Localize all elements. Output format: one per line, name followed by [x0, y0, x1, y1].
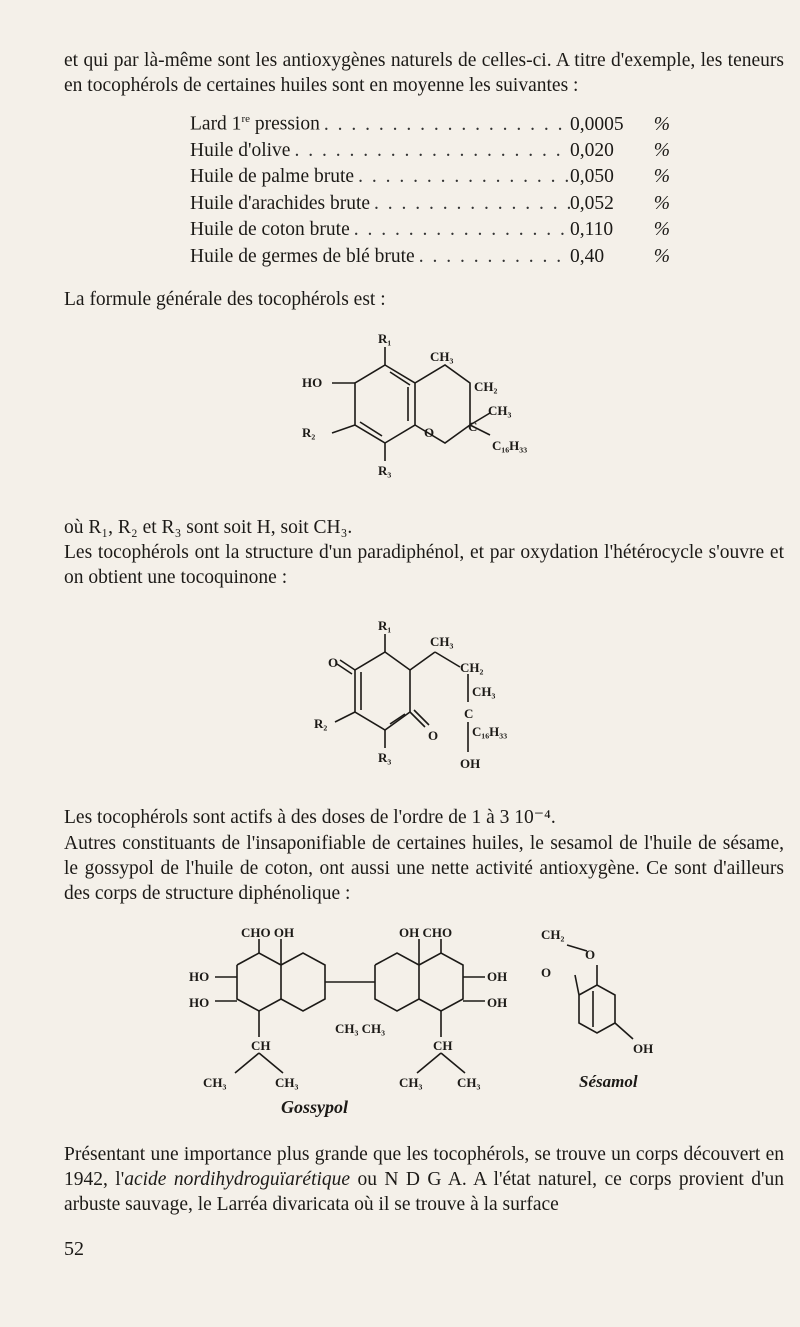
ch3-c: CH₃ [399, 1075, 423, 1090]
oil-name [190, 193, 370, 215]
dose-sentence: Les tocophérols sont actifs à des doses de l'ordre de 1 à 3 10⁻⁴. [64, 807, 556, 828]
content-value: 0,020 [570, 139, 614, 161]
page-number: 52 [64, 1238, 84, 1260]
ch2-sesamol: CH₂ [541, 927, 565, 942]
r2-label-2: R₂ [314, 716, 328, 731]
oxidation-paragraph: Les tocophérols ont la structure d'un paradiphénol, et par oxydation l'hétérocycle s'ouvre et on obtient une tocoquinone : [64, 542, 784, 588]
c-label: C [468, 419, 478, 434]
content-value: 0,40 [570, 245, 605, 267]
oil-name [190, 166, 354, 188]
ch3-label-2: CH₃ [488, 403, 512, 418]
table-row [190, 140, 670, 167]
ch2-label: CH₂ [474, 379, 498, 394]
oil-name-text: Huile de germes de blé brute [190, 245, 415, 267]
content-value: 0,050 [570, 166, 614, 188]
o-sesamol-2: O [541, 965, 552, 980]
ndga-text-a: Présentant une importance plus grande que les tocophérols, se trouve un corps découvert en 1942, l' [64, 1144, 784, 1190]
content-value: 0,0005 [570, 113, 624, 135]
gossypol-caption: Gossypol [281, 1097, 348, 1117]
oil-name-rest: pression [249, 113, 320, 135]
ndga-paragraph [64, 1142, 784, 1217]
oil-name-text: Huile d'olive [190, 139, 291, 161]
table-row [190, 113, 670, 140]
table-row [190, 166, 670, 193]
oil-name [190, 246, 415, 268]
o-label: O [424, 425, 435, 440]
sesamol-structure [535, 925, 695, 1095]
oil-name [190, 219, 350, 241]
percent-unit: % [653, 139, 670, 161]
ndga-name: acide nordihydroguïarétique [124, 1169, 351, 1190]
percent-unit: % [653, 219, 670, 241]
intro-paragraph: et qui par là-même sont les antioxygènes naturels de celles-ci. A titre d'exemple, les teneurs en tocophérols de certaines huiles sont en moyenne les suivantes : [64, 50, 784, 96]
diphenol-paragraph: Autres constituants de l'insaponifiable de certaines huiles, le sesamol de l'huile de sésame, le gossypol de l'huile de coton, ont aussi une nette activité antioxygène. Ce sont d'ailleurs des corps de structure diphénolique : [64, 833, 784, 904]
oh-label-2: OH [487, 995, 508, 1010]
oil-name-text: Huile de palme brute [190, 166, 355, 188]
oh-sesamol: OH [633, 1041, 654, 1056]
c16h33-label-2: C₁₆H₃₃ [472, 724, 508, 739]
ho-label: HO [302, 375, 323, 390]
c16h33-label: C₁₆H₃₃ [492, 438, 528, 453]
percent-unit: % [653, 245, 670, 267]
tocopherol-content-table [190, 113, 670, 273]
oh-label-1: OH [487, 969, 508, 984]
formula-intro: La formule générale des tocophérols est : [64, 289, 386, 310]
r3-label: R₃ [378, 463, 392, 478]
oil-name [190, 140, 290, 162]
table-row [190, 219, 670, 246]
content-value: 0,052 [570, 192, 614, 214]
r3-label-2: R₃ [378, 750, 392, 765]
ho-label-1: HO [189, 969, 210, 984]
cho-oh-left: CHO OH [241, 925, 295, 940]
oh-cho-right: OH CHO [399, 925, 453, 940]
oil-name-text: Lard 1 [190, 113, 242, 135]
ch3-top-label: CH₃ [430, 634, 454, 649]
methyl-pair: CH₃ CH₃ [335, 1021, 386, 1036]
gossypol-structure [189, 925, 525, 1120]
benzene-ring [355, 365, 415, 443]
quinone-o-top: O [328, 655, 339, 670]
ch-left: CH [251, 1038, 271, 1053]
dot-leader [320, 114, 570, 136]
content-value: 0,110 [570, 219, 614, 241]
ch3-b: CH₃ [275, 1075, 299, 1090]
r1-label-2: R₁ [378, 618, 392, 633]
ch3-d: CH₃ [457, 1075, 481, 1090]
r1-label: R₁ [378, 331, 392, 346]
r2-label: R₂ [302, 425, 316, 440]
quinone-o-bottom: O [428, 728, 439, 743]
sesamol-caption: Sésamol [579, 1072, 638, 1091]
c-label-2: C [464, 706, 474, 721]
ch3-label-3: CH₃ [472, 684, 496, 699]
o-sesamol-1: O [585, 947, 596, 962]
percent-unit: % [653, 113, 670, 135]
dot-leader [415, 246, 570, 268]
oil-name [190, 113, 320, 136]
tocopherol-structure [300, 325, 560, 495]
percent-unit: % [653, 192, 670, 214]
oh-label: OH [460, 756, 481, 771]
dot-leader [354, 166, 570, 188]
ho-label-2: HO [189, 995, 210, 1010]
oil-name-text: Huile de coton brute [190, 219, 350, 241]
oil-name-text: Huile d'arachides brute [190, 192, 371, 214]
dot-leader [350, 219, 570, 241]
tocoquinone-structure [300, 612, 560, 782]
ndga-text-b: ou N D G A. A l'état naturel, ce corps provient d'un arbuste sauvage, le Larréa divaricata où il se trouve à la surface [64, 1169, 785, 1215]
substituent-note: où R₁, R₂ et R₃ sont soit H, soit CH₃. [64, 517, 353, 538]
ch2-label-2: CH₂ [460, 660, 484, 675]
ordinal-superscript: re [241, 113, 250, 125]
table-row [190, 246, 670, 273]
percent-unit: % [653, 166, 670, 188]
ch3-a: CH₃ [203, 1075, 227, 1090]
dot-leader [290, 140, 570, 162]
dot-leader [370, 193, 570, 215]
ch-right: CH [433, 1038, 453, 1053]
table-row [190, 193, 670, 220]
ch3-label: CH₃ [430, 349, 454, 364]
